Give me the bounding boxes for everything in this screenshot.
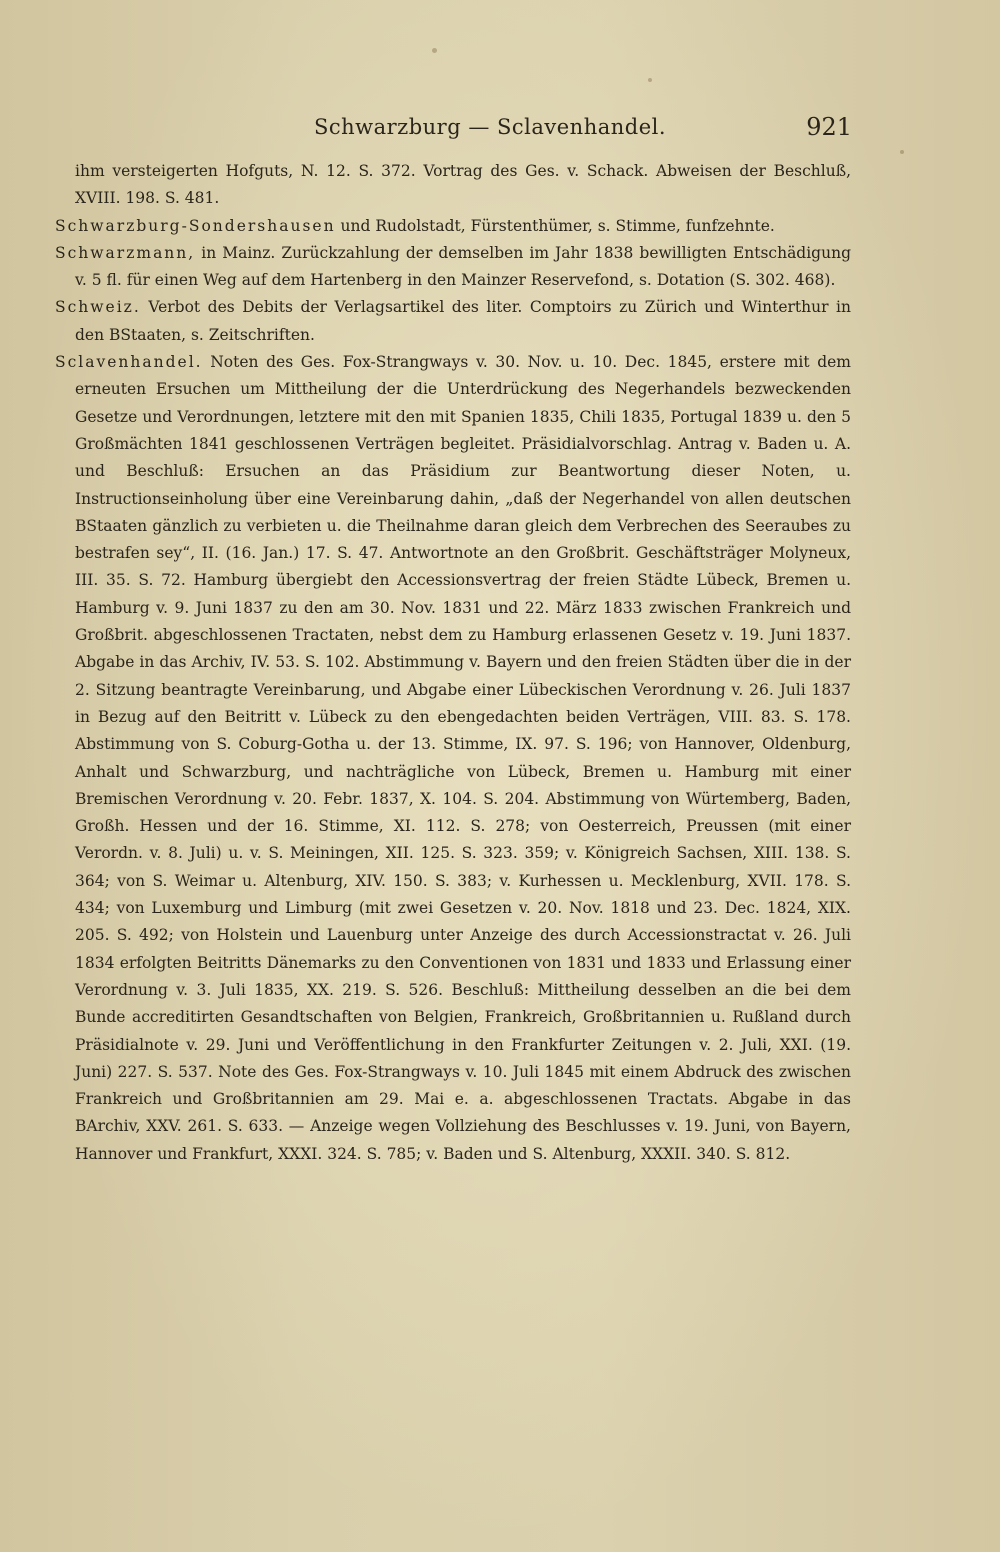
entry-headword: Schwarzburg-Sondershausen bbox=[55, 216, 336, 235]
running-title: Schwarzburg — Sclavenhandel. bbox=[313, 115, 667, 139]
index-entry-sclavenhandel bbox=[55, 349, 851, 1168]
entry-headword: Schweiz. bbox=[55, 298, 141, 317]
index-entry-schweiz bbox=[55, 294, 851, 349]
entry-headword: Sclavenhandel. bbox=[55, 353, 203, 372]
index-entry-schwarzmann bbox=[55, 240, 851, 295]
entry-headword: Schwarzmann, bbox=[55, 243, 196, 262]
entry-text: Verbot des Debits der Verlagsartikel des liter. Comptoirs zu Zürich und Winterthur in den BStaaten, s. Zeitschriften. bbox=[75, 298, 851, 344]
index-entry-schwarzburg-sondershausen bbox=[55, 213, 851, 240]
page-number: 921 bbox=[806, 113, 852, 141]
paper-speck bbox=[432, 48, 437, 53]
page-header bbox=[0, 113, 1000, 145]
paper-speck bbox=[648, 78, 652, 82]
entry-text: und Rudolstadt, Fürstenthümer, s. Stimme, funfzehnte. bbox=[340, 216, 775, 235]
entry-text: ihm versteigerten Hofguts, N. 12. S. 372. Vortrag des Ges. v. Schack. Abweisen der Beschluß, XVIII. 198. S. 481. bbox=[75, 162, 851, 208]
index-entry-continued bbox=[55, 158, 851, 213]
entry-text: Noten des Ges. Fox-Strangways v. 30. Nov. u. 10. Dec. 1845, erstere mit dem erneuten Ersuchen um Mittheilung der die Unterdrückung des Negerhandels bezweckenden Gesetze und Verordnungen, letztere mit den mit Spanien 1835, Chili 1835, Portugal 1839 u. den 5 Großmächten 1841 geschlossenen Verträgen begleitet. Präsidialvorschlag. Antrag v. Baden u. A. und Beschluß: Ersuchen an das Präsidium zur Beantwortung dieser Noten, u. Instructionseinholung über eine Vereinbarung dahin, „daß der Negerhandel von allen deutschen BStaaten gänzlich zu verbieten u. die Theilnahme daran gleich dem Verbrechen des Seeraubes zu bestrafen sey“, II. (16. Jan.) 17. S. 47. Antwortnote an den Großbrit. Geschäftsträger Molyneux, III. 35. S. 72. Hamburg übergiebt den Accessionsvertrag der freien Städte Lübeck, Bremen u. Hamburg v. 9. Juni 1837 zu den am 30. Nov. 1831 und 22. März 1833 zwischen Frankreich und Großbrit. abgeschlossenen Tractaten, nebst dem zu Hamburg erlassenen Gesetz v. 19. Juni 1837. Abgabe in das Archiv, IV. 53. S. 102. Abstimmung v. Bayern und den freien Städten über die in der 2. Sitzung beantragte Vereinbarung, und Abgabe einer Lübeckischen Verordnung v. 26. Juli 1837 in Bezug auf den Beitritt v. Lübeck zu den ebengedachten beiden Verträgen, VIII. 83. S. 178. Abstimmung von S. Coburg-Gotha u. der 13. Stimme, IX. 97. S. 196; von Hannover, Oldenburg, Anhalt und Schwarzburg, und nachträgliche von Lübeck, Bremen u. Hamburg mit einer Bremischen Verordnung v. 20. Febr. 1837, X. 104. S. 204. Abstimmung von Würtemberg, Baden, Großh. Hessen und der 16. Stimme, XI. 112. S. 278; von Oesterreich, Preussen (mit einer Verordn. v. 8. Juli) u. v. S. Meiningen, XII. 125. S. 323. 359; v. Königreich Sachsen, XIII. 138. S. 364; von S. Weimar u. Altenburg, XIV. 150. S. 383; v. Kurhessen u. Mecklenburg, XVII. 178. S. 434; von Luxemburg und Limburg (mit zwei Gesetzen v. 20. Nov. 1818 und 23. Dec. 1824, XIX. 205. S. 492; von Holstein und Lauenburg unter Anzeige des durch Accessionstractat v. 26. Juli 1834 erfolgten Beitritts Dänemarks zu den Conventionen von 1831 und 1833 und Erlassung einer Verordnung v. 3. Juli 1835, XX. 219. S. 526. Beschluß: Mittheilung desselben an die bei dem Bunde accreditirten Gesandtschaften von Belgien, Frankreich, Großbritannien u. Rußland durch Präsidialnote v. 29. Juni und Veröffentlichung in den Frankfurter Zeitungen v. 2. Juli, XXI. (19. Juni) 227. S. 537. Note des Ges. Fox-Strangways v. 10. Juli 1845 mit einem Abdruck des zwischen Frankreich und Großbritannien am 29. Mai e. a. abgeschlossenen Tractats. Abgabe in das BArchiv, XXV. 261. S. 633. — Anzeige wegen Vollziehung des Beschlusses v. 19. Juni, von Bayern, Hannover und Frankfurt, XXXI. 324. S. 785; v. Baden und S. Altenburg, XXXII. 340. S. 812. bbox=[75, 353, 851, 1163]
index-text bbox=[55, 158, 851, 1168]
paper-speck bbox=[900, 150, 904, 154]
entry-text: in Mainz. Zurückzahlung der demselben im Jahr 1838 bewilligten Entschädigung v. 5 fl. für einen Weg auf dem Hartenberg in den Mainzer Reservefond, s. Dotation (S. 302. 468). bbox=[75, 243, 851, 290]
